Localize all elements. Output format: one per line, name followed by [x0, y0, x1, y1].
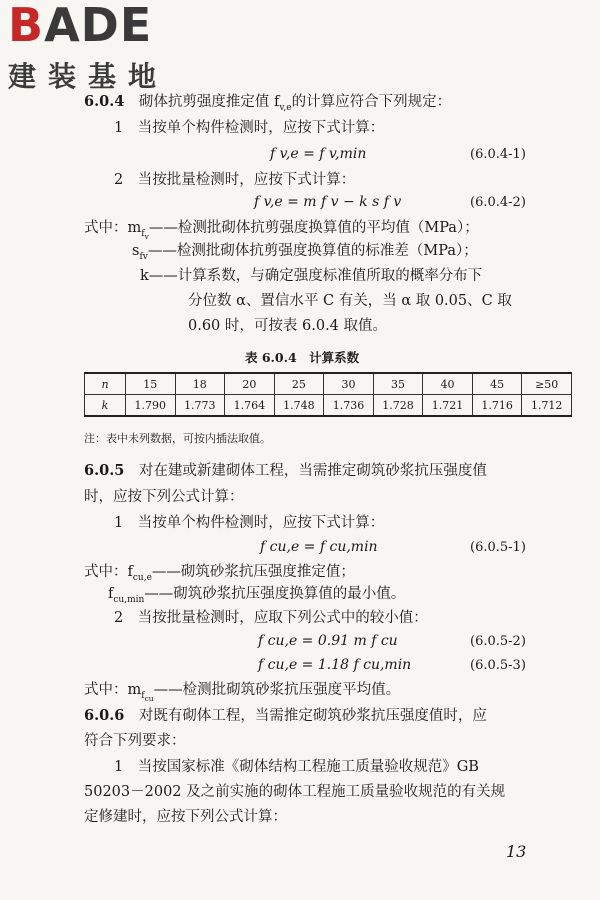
symbol-f: 式中：f — [84, 564, 133, 580]
clause-text: 对在建或新建砌体工程，当需推定砌筑砂浆抗压强度值 — [138, 463, 487, 479]
where-m: 式中：$m_{f_v}——$检测批砌体抗剪强度换算值的平均值（MPa）； — [84, 220, 479, 241]
cell-k: 1.736 — [324, 395, 374, 417]
where-k-cont: 分位数 α、置信水平 C 有关，当 α 取 0.05、C 取 — [188, 293, 512, 309]
item-1: 1 当按单个构件检测时，应按下式计算： — [114, 120, 385, 136]
row-label-n: n — [85, 373, 126, 395]
cell-n: 18 — [175, 373, 225, 395]
cell-k: 1.712 — [522, 395, 572, 417]
equation-number: (6.0.5-3) — [470, 658, 526, 673]
page-number: 13 — [506, 842, 527, 861]
equation-6-0-4-2: f v,e = m f v − k s f v — [254, 194, 402, 210]
table-title: 表 6.0.4 计算系数 — [245, 350, 360, 365]
symbol-m: 式中：m — [84, 682, 142, 698]
item-1: 1 当按单个构件检测时，应按下式计算： — [114, 515, 385, 531]
equation-number: (6.0.5-1) — [470, 540, 526, 555]
coefficient-table — [84, 372, 572, 417]
symbol-f: f — [108, 586, 114, 602]
cell-k: 1.748 — [274, 395, 324, 417]
cell-n: 15 — [126, 373, 176, 395]
equation-number: (6.0.4-2) — [470, 195, 526, 210]
cell-n: 20 — [225, 373, 275, 395]
table-row-n — [85, 373, 572, 395]
clause-text: 对既有砌体工程，当需推定砌筑砂浆抗压强度值时，应 — [138, 708, 487, 724]
definition-text: ——检测批砌筑砂浆抗压强度平均值。 — [153, 682, 401, 698]
where-s: $s_{fv}——$检测批砌体抗剪强度换算值的标准差（MPa）； — [132, 243, 478, 262]
clause-6-0-5 — [84, 461, 487, 481]
where-mfcu: 式中：$m_{f_{cu}}——$检测批砌筑砂浆抗压强度平均值。 — [84, 682, 401, 703]
logo-subtitle: 建装基地 — [8, 60, 169, 93]
where-k-cont2: 0.60 时，可按表 6.0.4 取值。 — [188, 318, 388, 334]
subscript: v,e — [279, 102, 292, 113]
cell-k: 1.764 — [225, 395, 275, 417]
clause-6-0-5-cont: 时，应按下列公式计算： — [84, 489, 244, 505]
where-fcumin: $f_{cu,min}——$砌筑砂浆抗压强度换算值的最小值。 — [108, 586, 406, 605]
cell-n: 45 — [472, 373, 522, 395]
cell-k: 1.716 — [472, 395, 522, 417]
clause-number: 6.0.6 — [84, 707, 125, 724]
equation-6-0-5-2: f cu,e = 0.91 m f cu — [258, 633, 398, 649]
table-row-k — [85, 395, 572, 417]
item-1-cont: 50203－2002 及之前实施的砌体工程施工质量验收规范的有关规 — [84, 784, 506, 800]
definition-text: ——砌筑砂浆抗压强度换算值的最小值。 — [144, 586, 406, 602]
clause-6-0-6 — [84, 706, 487, 726]
table-note: 注：表中未列数据，可按内插法取值。 — [84, 432, 271, 445]
bade-logo — [8, 0, 152, 50]
cell-n: 40 — [423, 373, 473, 395]
cell-k: 1.728 — [373, 395, 423, 417]
clause-number: 6.0.5 — [84, 462, 125, 479]
item-2: 2 当按批量检测时，应取下列公式中的较小值： — [114, 610, 428, 626]
cell-k: 1.721 — [423, 395, 473, 417]
where-fcue: 式中：$f_{cu,e}——$砌筑砂浆抗压强度推定值； — [84, 564, 355, 583]
equation-number: (6.0.5-2) — [470, 634, 526, 649]
symbol-m: 式中：m — [84, 220, 142, 236]
clause-number: 6.0.4 — [84, 93, 125, 110]
item-1: 1 当按国家标准《砌体结构工程施工质量验收规范》GB — [114, 759, 479, 775]
equation-6-0-5-3: f cu,e = 1.18 f cu,min — [258, 657, 412, 673]
definition-text: ——检测批砌体抗剪强度换算值的标准差（MPa）； — [147, 243, 478, 259]
cell-n: 30 — [324, 373, 374, 395]
equation-6-0-4-1: f v,e = f v,min — [270, 146, 367, 162]
clause-6-0-4 — [84, 92, 451, 118]
cell-k: 1.773 — [175, 395, 225, 417]
item-1-cont2: 定修建时，应按下列公式计算： — [84, 809, 287, 825]
cell-n: 25 — [274, 373, 324, 395]
cell-n: 35 — [373, 373, 423, 395]
logo-accent-letter: B — [8, 0, 45, 52]
clause-6-0-6-cont: 符合下列要求： — [84, 733, 186, 749]
row-label-k: k — [85, 395, 126, 417]
cell-n: ≥50 — [522, 373, 572, 395]
cell-k: 1.790 — [126, 395, 176, 417]
clause-text-cont: 的计算应符合下列规定： — [291, 94, 452, 110]
symbol-s: s — [132, 243, 140, 259]
clause-text: 砌体抗剪强度推定值 f — [138, 94, 280, 110]
equation-6-0-5-1: f cu,e = f cu,min — [260, 539, 378, 555]
logo-rest: ADE — [44, 0, 153, 52]
equation-number: (6.0.4-1) — [470, 147, 526, 162]
where-k: k——计算系数，与确定强度标准值所取的概率分布下 — [140, 268, 483, 284]
definition-text: ——砌筑砂浆抗压强度推定值； — [151, 564, 355, 580]
item-2: 2 当按批量检测时，应按下式计算： — [114, 172, 356, 188]
definition-text: ——检测批砌体抗剪强度换算值的平均值（MPa）； — [148, 220, 479, 236]
